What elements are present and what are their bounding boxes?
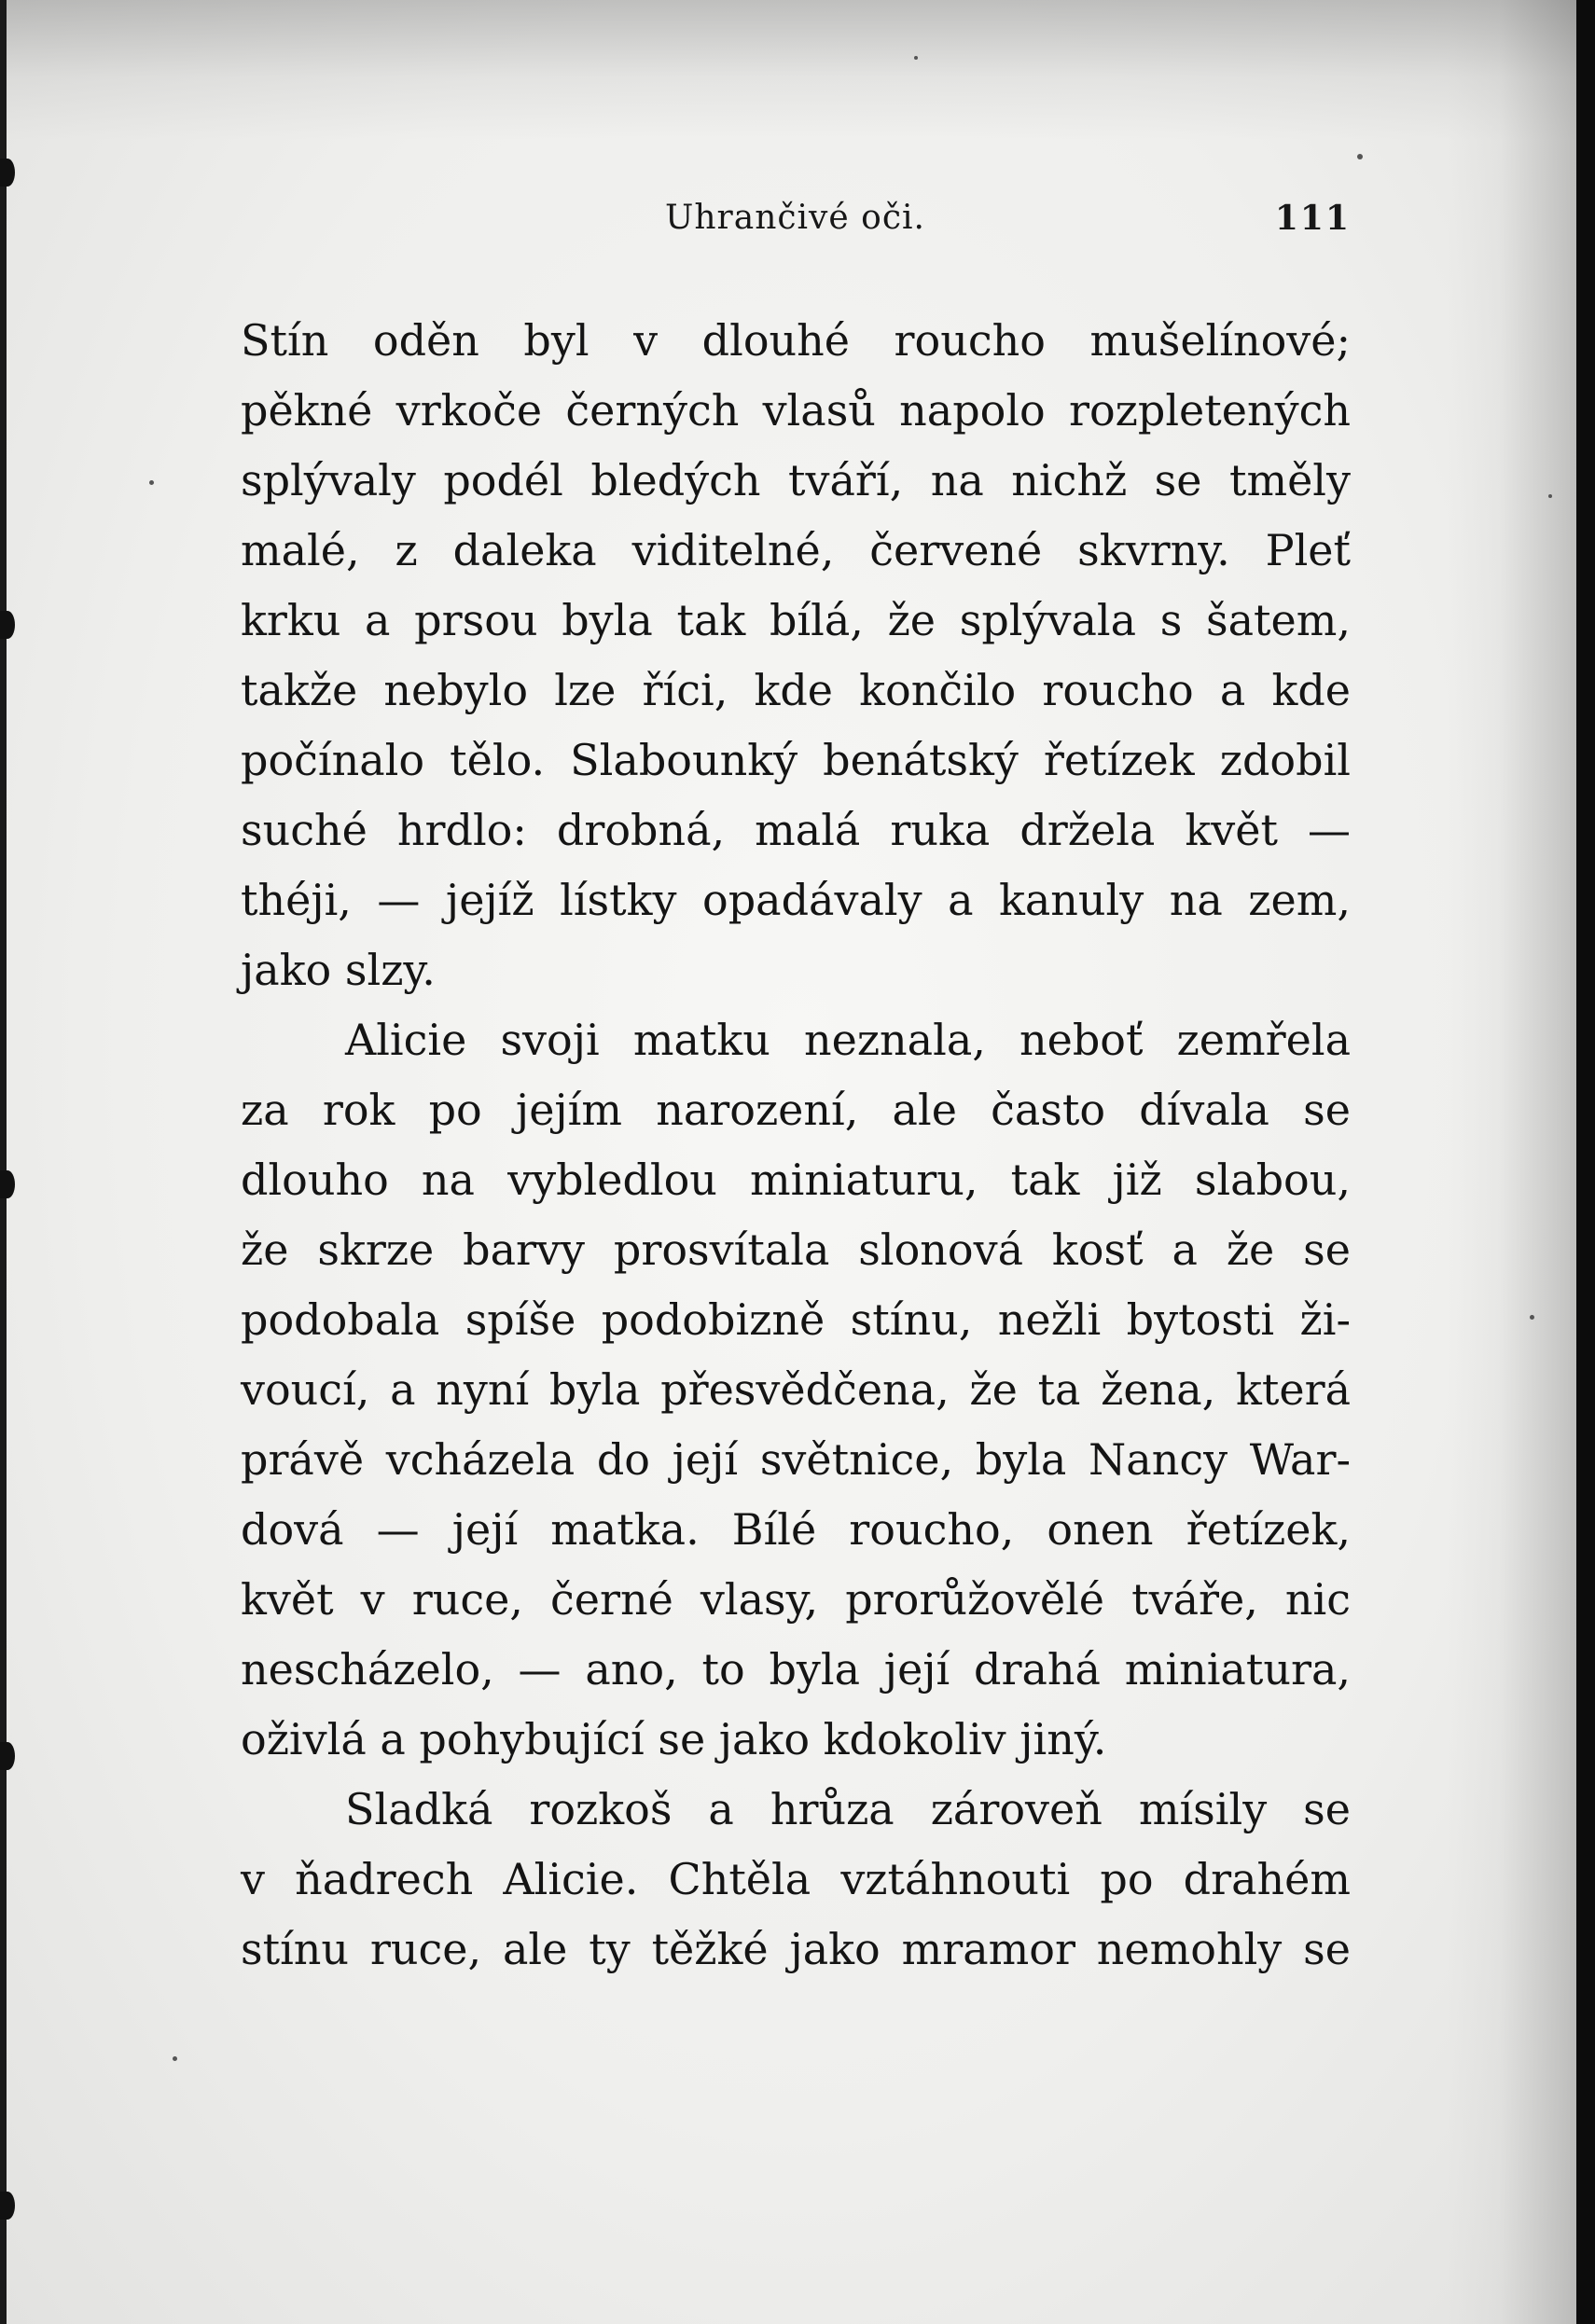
text-line: Stín oděn byl v dlouhé roucho mušelínové; xyxy=(241,315,1351,366)
scan-border-right xyxy=(1576,0,1595,2324)
text-line: théji, — jejíž lístky opadávaly a kanuly na zem, xyxy=(241,875,1351,925)
scan-speck xyxy=(173,2056,177,2061)
scan-shadow-top xyxy=(0,0,1595,140)
body-text xyxy=(241,306,1351,1985)
text-line: krku a prsou byla tak bílá, že splývala s šatem, xyxy=(241,595,1351,645)
scan-speck xyxy=(914,56,918,60)
binding-mark xyxy=(0,611,15,639)
text-line: nescházelo, — ano, to byla její drahá miniatura, xyxy=(241,1644,1351,1695)
text-line: malé, z daleka viditelné, červené skvrny. Pleť xyxy=(241,525,1351,575)
text-line: dlouho na vybledlou miniaturu, tak již slabou, xyxy=(241,1155,1351,1205)
paragraph xyxy=(241,306,1351,1005)
text-line: voucí, a nyní byla přesvědčena, že ta žena, která xyxy=(241,1364,1351,1415)
text-line: počínalo tělo. Slabounký benátský řetízek zdobil xyxy=(241,735,1351,785)
running-head xyxy=(241,191,1351,247)
paragraph xyxy=(241,1775,1351,1985)
text-line: takže nebylo lze říci, kde končilo roucho a kde xyxy=(241,665,1351,715)
text-line: podobala spíše podobizně stínu, nežli bytosti ži- xyxy=(241,1294,1351,1345)
text-line: stínu ruce, ale ty těžké jako mramor nemohly se xyxy=(241,1924,1351,1974)
page-number: 111 xyxy=(1274,199,1351,238)
binding-mark xyxy=(0,1742,15,1770)
binding-mark xyxy=(0,159,15,187)
text-line: květ v ruce, černé vlasy, prorůžovělé tváře, nic xyxy=(241,1574,1351,1625)
text-line: dová — její matka. Bílé roucho, onen řetízek, xyxy=(241,1504,1351,1555)
chapter-title: Uhrančivé oči. xyxy=(665,199,925,237)
binding-mark xyxy=(0,2192,15,2220)
scan-speck xyxy=(1548,494,1552,498)
text-line: suché hrdlo: drobná, malá ruka držela květ — xyxy=(241,805,1351,855)
scan-shadow-right xyxy=(1448,0,1578,2324)
scan-border-left xyxy=(0,0,7,2324)
text-line: v ňadrech Alicie. Chtěla vztáhnouti po drahém xyxy=(241,1854,1351,1904)
text-line: splývaly podél bledých tváří, na nichž se tměly xyxy=(241,455,1351,505)
scan-speck xyxy=(1357,154,1363,159)
paragraph xyxy=(241,1005,1351,1775)
text-line: pěkné vrkoče černých vlasů napolo rozpletených xyxy=(241,385,1351,436)
scan-speck xyxy=(149,480,154,485)
text-line: oživlá a pohybující se jako kdokoliv jiný. xyxy=(241,1714,1107,1764)
text-line: Alicie svoji matku neznala, neboť zemřela xyxy=(345,1015,1351,1065)
scan-speck xyxy=(1530,1315,1534,1320)
text-line: Sladká rozkoš a hrůza zároveň mísily se xyxy=(345,1784,1351,1834)
text-line: právě vcházela do její světnice, byla Nancy War- xyxy=(241,1434,1351,1485)
text-line: jako slzy. xyxy=(241,945,436,995)
binding-mark xyxy=(0,1170,15,1198)
text-line: že skrze barvy prosvítala slonová kosť a že se xyxy=(241,1224,1351,1275)
text-line: za rok po jejím narození, ale často dívala se xyxy=(241,1085,1351,1135)
